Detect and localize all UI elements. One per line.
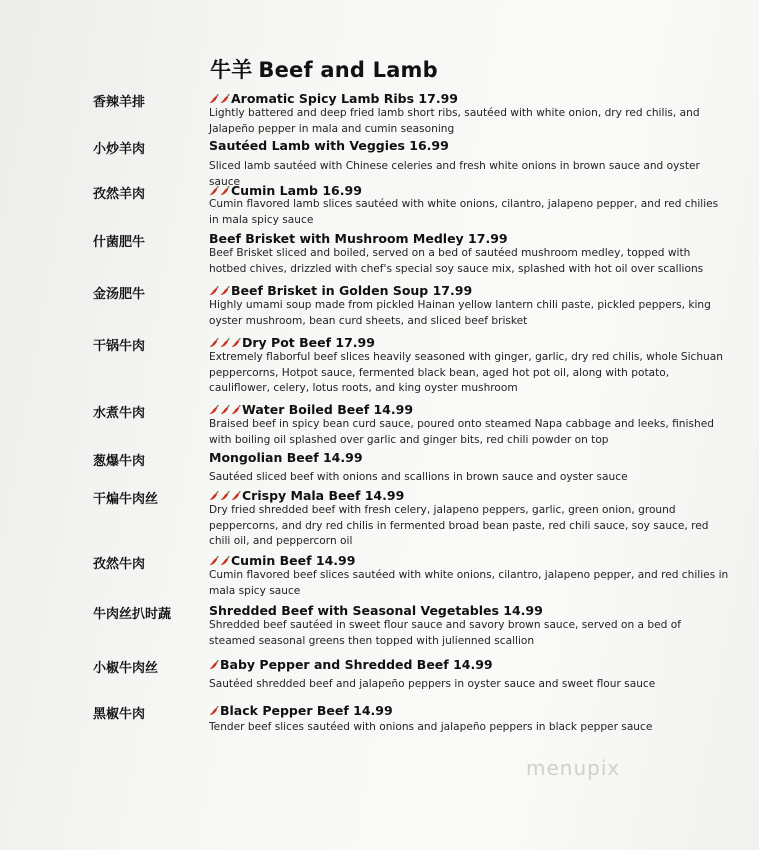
item-description: Sautéed shredded beef and jalapeño peppers in oyster sauce and sweet flour sauce	[209, 678, 656, 690]
item-name: Water Boiled Beef 14.99	[242, 402, 414, 417]
item-title	[209, 283, 472, 298]
chili-pepper-icon	[209, 94, 218, 103]
item-chinese-name: 小炒羊肉	[93, 142, 146, 157]
chili-pepper-icon	[209, 491, 218, 500]
chili-pepper-icon	[209, 405, 218, 414]
item-title	[209, 183, 362, 198]
item-chinese-name: 干锅牛肉	[93, 339, 146, 354]
chili-pepper-icon	[209, 660, 218, 669]
item-name: Beef Brisket in Golden Soup 17.99	[231, 283, 473, 298]
item-name: Black Pepper Beef 14.99	[220, 703, 393, 718]
item-description: Sliced lamb sautéed with Chinese celeries and fresh white onions in brown sauce and oyster sauce	[209, 160, 700, 188]
section-title	[210, 54, 438, 84]
item-title	[209, 335, 375, 350]
item-chinese-name: 小椒牛肉丝	[93, 661, 159, 676]
chili-pepper-icon	[220, 338, 229, 347]
chili-pepper-icon	[209, 186, 218, 195]
chili-pepper-icon	[209, 338, 218, 347]
item-chinese-name: 孜然羊肉	[93, 187, 146, 202]
item-chinese-name: 干煸牛肉丝	[93, 492, 159, 507]
item-description: Extremely flaborful beef slices heavily seasoned with ginger, garlic, dry red chilis, whole Sichuan peppercorns, Hotpot sauce, fermented black bean, aged hot pot oil, along with potato, cauliflower, celery, lotus roots, and king oyster mushroom	[209, 351, 723, 394]
item-name: Cumin Lamb 16.99	[231, 183, 362, 198]
item-title	[209, 488, 404, 503]
item-chinese-name: 孜然牛肉	[93, 557, 146, 572]
item-chinese-name: 金汤肥牛	[93, 287, 146, 302]
chili-pepper-icon	[220, 405, 229, 414]
item-title	[209, 657, 493, 672]
item-title	[209, 553, 355, 568]
item-name: Dry Pot Beef 17.99	[242, 335, 375, 350]
item-chinese-name: 牛肉丝扒时蔬	[93, 607, 172, 622]
item-description: Beef Brisket sliced and boiled, served on a bed of sautéed mushroom medley, topped with hotbed chives, drizzled with chef's special soy sauce mix, splashed with hot oil over scallions	[209, 247, 704, 275]
chili-pepper-icon	[231, 338, 240, 347]
item-name: Crispy Mala Beef 14.99	[242, 488, 405, 503]
item-chinese-name: 黑椒牛肉	[93, 707, 146, 722]
item-title	[209, 603, 543, 618]
item-description: Braised beef in spicy bean curd sauce, poured onto steamed Napa cabbage and leeks, finished with boiling oil splashed over garlic and ginger bits, red chili powder on top	[209, 418, 714, 446]
item-description: Cumin flavored beef slices sautéed with white onions, cilantro, jalapeno pepper, and red chilies in mala spicy sauce	[209, 569, 729, 597]
item-description: Sautéed sliced beef with onions and scallions in brown sauce and oyster sauce	[209, 471, 628, 483]
item-title	[209, 450, 363, 465]
item-title	[209, 703, 393, 718]
chili-pepper-icon	[220, 491, 229, 500]
item-description: Cumin flavored lamb slices sautéed with white onions, cilantro, jalapeno pepper, and red chilies in mala spicy sauce	[209, 198, 719, 226]
chili-pepper-icon	[220, 556, 229, 565]
chili-pepper-icon	[231, 405, 240, 414]
item-chinese-name: 水煮牛肉	[93, 406, 146, 421]
item-title	[209, 138, 449, 153]
item-description: Highly umami soup made from pickled Hainan yellow lantern chili paste, pickled peppers, king oyster mushroom, bean curd sheets, and sliced beef brisket	[209, 299, 711, 327]
section-title-en: Beef and Lamb	[258, 58, 438, 82]
item-name: Aromatic Spicy Lamb Ribs 17.99	[231, 91, 458, 106]
chili-pepper-icon	[231, 491, 240, 500]
item-description: Shredded beef sautéed in sweet flour sauce and savory brown sauce, served on a bed of steamed seasonal greens then topped with julienned scallion	[209, 619, 681, 647]
item-name: Mongolian Beef 14.99	[209, 450, 363, 465]
item-title	[209, 231, 508, 246]
watermark-logo: menupix	[526, 756, 621, 780]
chili-pepper-icon	[220, 186, 229, 195]
item-name: Shredded Beef with Seasonal Vegetables 14.99	[209, 603, 543, 618]
chili-pepper-icon	[220, 286, 229, 295]
item-name: Beef Brisket with Mushroom Medley 17.99	[209, 231, 508, 246]
item-title	[209, 91, 458, 106]
chili-pepper-icon	[209, 556, 218, 565]
chili-pepper-icon	[220, 94, 229, 103]
chili-pepper-icon	[209, 286, 218, 295]
item-name: Baby Pepper and Shredded Beef 14.99	[220, 657, 493, 672]
item-name: Cumin Beef 14.99	[231, 553, 356, 568]
item-chinese-name: 葱爆牛肉	[93, 454, 146, 469]
item-chinese-name: 香辣羊排	[93, 95, 146, 110]
section-title-cn: 牛羊	[210, 58, 253, 82]
item-description: Lightly battered and deep fried lamb short ribs, sautéed with white onion, dry red chilis, and Jalapeño pepper in mala and cumin seasoning	[209, 107, 700, 135]
item-name: Sautéed Lamb with Veggies 16.99	[209, 138, 449, 153]
item-chinese-name: 什菌肥牛	[93, 235, 146, 250]
item-description: Tender beef slices sautéed with onions and jalapeño peppers in black pepper sauce	[209, 721, 653, 733]
item-title	[209, 402, 413, 417]
chili-pepper-icon	[209, 706, 218, 715]
item-description: Dry fried shredded beef with fresh celery, jalapeno peppers, garlic, green onion, ground peppercorns, and dry red chilis in fermented broad bean paste, red chili sauce, soy sauce, red chili oil, and peppercorn oil	[209, 504, 709, 547]
